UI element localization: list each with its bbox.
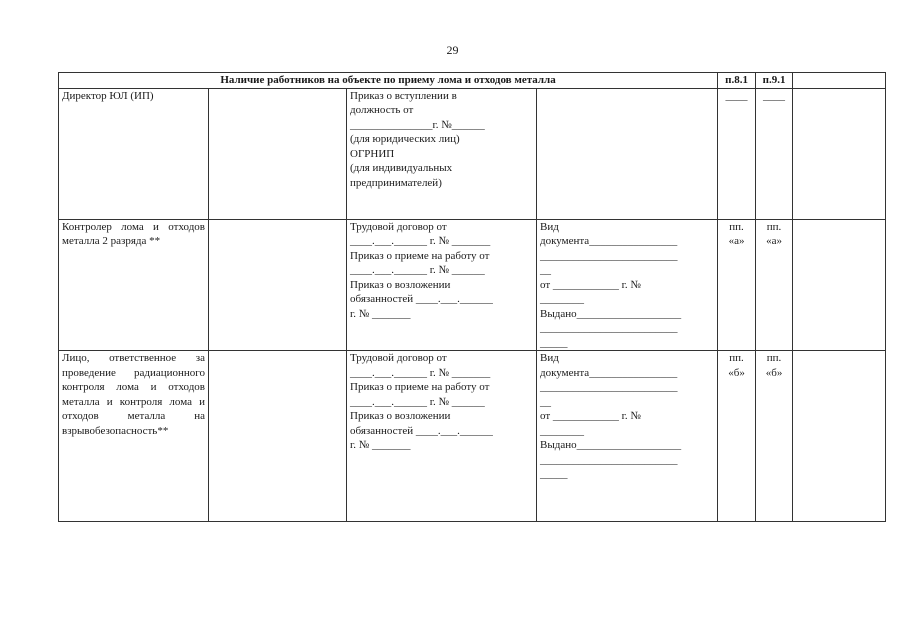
table-row — [59, 219, 886, 351]
document-cell — [537, 219, 718, 351]
name-cell[interactable] — [209, 88, 347, 219]
basis-line: Трудовой договор от — [350, 220, 447, 233]
document-line: документа________________ — [540, 235, 678, 247]
basis-line: Приказ о приеме на работу от — [350, 249, 490, 262]
document-line: _____ — [540, 468, 568, 480]
header-p81: п.8.1 — [718, 73, 756, 89]
p91-cell: ____ — [756, 88, 793, 219]
basis-line: г. № _______ — [350, 439, 411, 451]
document-line: _________________________ — [540, 249, 678, 262]
document-line: __ — [540, 264, 551, 276]
p81-line: пп. — [729, 220, 744, 233]
header-p91: п.9.1 — [756, 73, 793, 89]
p81-cell — [718, 351, 756, 522]
basis-line: обязанностей ____.___.______ — [350, 293, 493, 305]
document-line: _________________________ — [540, 381, 678, 393]
table-row — [59, 351, 886, 522]
document-cell — [537, 351, 718, 522]
basis-line: (для индивидуальных — [350, 162, 453, 174]
document-line: Выдано___________________ — [540, 307, 682, 320]
workers-table — [58, 72, 886, 522]
basis-cell — [347, 351, 537, 522]
note-cell[interactable] — [793, 219, 886, 351]
p81-cell: ____ — [718, 88, 756, 219]
basis-line: обязанностей ____.___.______ — [350, 424, 493, 437]
p81-line: «а» — [728, 235, 745, 247]
note-cell[interactable] — [793, 351, 886, 522]
basis-line: Приказ о вступлении в — [350, 89, 457, 102]
p81-cell — [718, 219, 756, 351]
document-line: от ____________ г. № — [540, 278, 641, 291]
basis-cell — [347, 88, 537, 219]
document-line: _________________________ — [540, 322, 678, 334]
basis-cell — [347, 219, 537, 351]
basis-line: предпринимателей) — [350, 176, 442, 189]
basis-line: ОГРНИП — [350, 147, 395, 160]
p91-line: «б» — [765, 366, 783, 379]
basis-line: Приказ о приеме на работу от — [350, 381, 490, 393]
document-line: _________________________ — [540, 453, 678, 466]
p91-line: «а» — [766, 235, 782, 247]
document-line: _____ — [540, 336, 568, 349]
basis-line: (для юридических лиц) — [350, 133, 460, 145]
basis-line: г. № _______ — [350, 307, 411, 320]
table-header-row — [59, 73, 886, 89]
basis-line: ____.___.______ г. № ______ — [350, 395, 485, 408]
page-number: 29 — [446, 43, 459, 57]
p81-line: «б» — [728, 366, 745, 379]
document-line: __ — [540, 395, 551, 408]
p81-line: пп. — [729, 352, 744, 364]
document-line: от ____________ г. № — [540, 410, 641, 422]
basis-line: ____.___.______ г. № _______ — [350, 366, 491, 379]
document-line: Вид — [540, 220, 559, 233]
name-cell[interactable] — [209, 351, 347, 522]
basis-line: Приказ о возложении — [350, 410, 451, 422]
basis-line: должность от — [350, 104, 414, 116]
basis-line: _______________г. №______ — [350, 118, 485, 131]
document-line: ________ — [540, 424, 584, 437]
document-line: ________ — [540, 293, 584, 305]
position-cell: Директор ЮЛ (ИП) — [59, 88, 209, 219]
basis-line: ____.___.______ г. № ______ — [350, 264, 485, 276]
document-cell[interactable] — [537, 88, 718, 219]
basis-line: Трудовой договор от — [350, 352, 447, 364]
document-line: документа________________ — [540, 366, 678, 379]
p91-line: пп. — [766, 352, 782, 364]
table-title: Наличие работников на объекте по приему лома и отходов металла — [59, 73, 718, 89]
position-cell: Контролер лома и отходов металла 2 разряда ** — [59, 219, 209, 351]
name-cell[interactable] — [209, 219, 347, 351]
p91-cell — [756, 219, 793, 351]
position-cell: Лицо, ответственное за проведение радиационного контроля лома и отходов металла и контроля лома и отходов металла на взрывобезопасность** — [59, 351, 209, 522]
basis-line: ____.___.______ г. № _______ — [350, 235, 491, 247]
p91-line: пп. — [766, 220, 782, 233]
header-empty — [793, 73, 886, 89]
document-line: Выдано___________________ — [540, 439, 682, 451]
table-row — [59, 88, 886, 219]
basis-line: Приказ о возложении — [350, 278, 451, 291]
p91-cell — [756, 351, 793, 522]
document-line: Вид — [540, 352, 559, 364]
note-cell[interactable] — [793, 88, 886, 219]
